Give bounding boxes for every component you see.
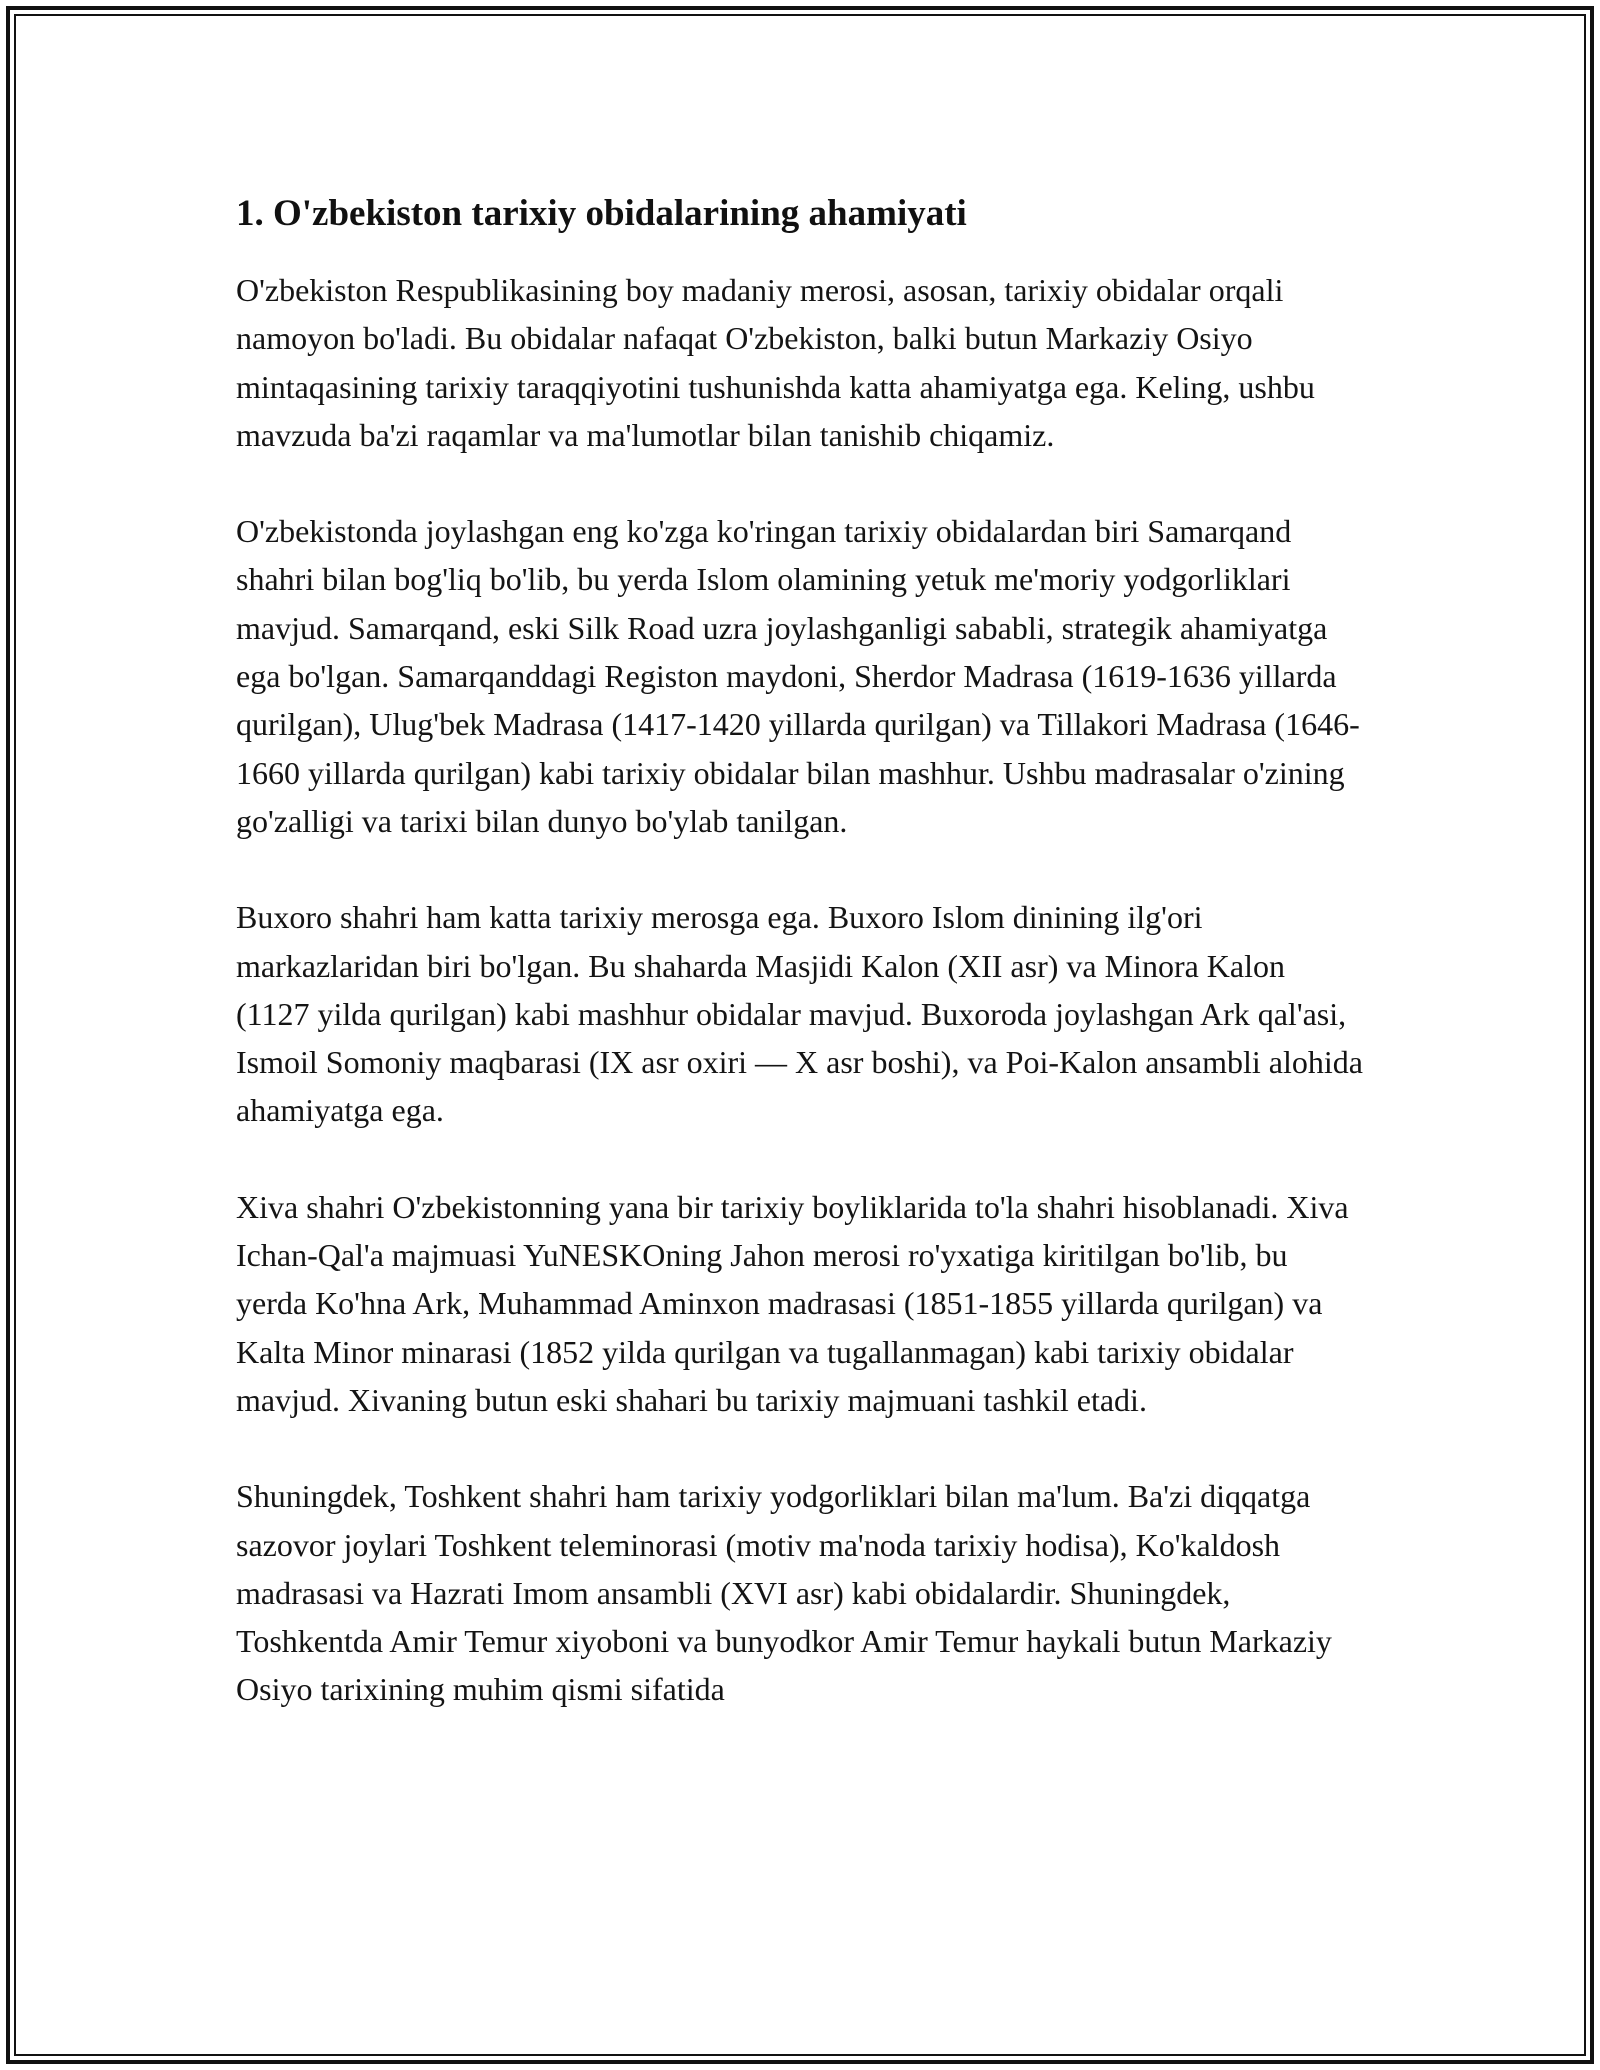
paragraph-buxoro: Buxoro shahri ham katta tarixiy merosga ega. Buxoro Islom dinining ilg'ori markazlaridan biri bo'lgan. Bu shaharda Masjidi Kalon (XII asr) va Minora Kalon (1127 yilda qurilgan) kabi mashhur obidalar mavjud. Buxoroda joylashgan Ark qal'asi, Ismoil Somoniy maqbarasi (IX asr oxiri — X asr boshi), va Poi-Kalon ansambli alohida ahamiyatga ega. (236, 899, 1363, 1129)
document-body (236, 188, 1366, 1714)
paragraph-samarqand: O'zbekistonda joylashgan eng ko'zga ko'ringan tarixiy obidalardan biri Samarqand shahri bilan bog'liq bo'lib, bu yerda Islom olamining yetuk me'moriy yodgorliklari mavjud. Samarqand, eski Silk Road uzra joylashganligi sababli, strategik ahamiyatga ega bo'lgan. Samarqanddagi Registon maydoni, Sherdor Madrasa (1619-1636 yillarda qurilgan), Ulug'bek Madrasa (1417-1420 yillarda qurilgan) va Tillakori Madrasa (1646-1660 yillarda qurilgan) kabi tarixiy obidalar bilan mashhur. Ushbu madrasalar o'zining go'zalligi va tarixi bilan dunyo bo'ylab tanilgan. (236, 513, 1360, 839)
paragraph-intro: O'zbekiston Respublikasining boy madaniy merosi, asosan, tarixiy obidalar orqali namoyon bo'ladi. Bu obidalar nafaqat O'zbekiston, balki butun Markaziy Osiyo mintaqasining tarixiy taraqqiyotini tushunishda katta ahamiyatga ega. Keling, ushbu mavzuda ba'zi raqamlar va ma'lumotlar bilan tanishib chiqamiz. (236, 272, 1315, 453)
paragraph-xiva: Xiva shahri O'zbekistonning yana bir tarixiy boyliklarida to'la shahri hisoblanadi. Xiva Ichan-Qal'a majmuasi YuNESKOning Jahon merosi ro'yxatiga kiritilgan bo'lib, bu yerda Ko'hna Ark, Muhammad Aminxon madrasasi (1851-1855 yillarda qurilgan) va Kalta Minor minarasi (1852 yilda qurilgan va tugallanmagan) kabi tarixiy obidalar mavjud. Xivaning butun eski shahari bu tarixiy majmuani tashkil etadi. (236, 1188, 1349, 1418)
section-heading: 1. O'zbekiston tarixiy obidalarining ahamiyati (236, 193, 967, 234)
paragraph-toshkent: Shuningdek, Toshkent shahri ham tarixiy yodgorliklari bilan ma'lum. Ba'zi diqqatga sazovor joylari Toshkent teleminorasi (motiv ma'noda tarixiy hodisa), Ko'kaldosh madrasasi va Hazrati Imom ansambli (XVI asr) kabi obidalardir. Shuningdek, Toshkentda Amir Temur xiyoboni va bunyodkor Amir Temur haykali butun Markaziy Osiyo tarixining muhim qismi sifatida (236, 1478, 1332, 1708)
